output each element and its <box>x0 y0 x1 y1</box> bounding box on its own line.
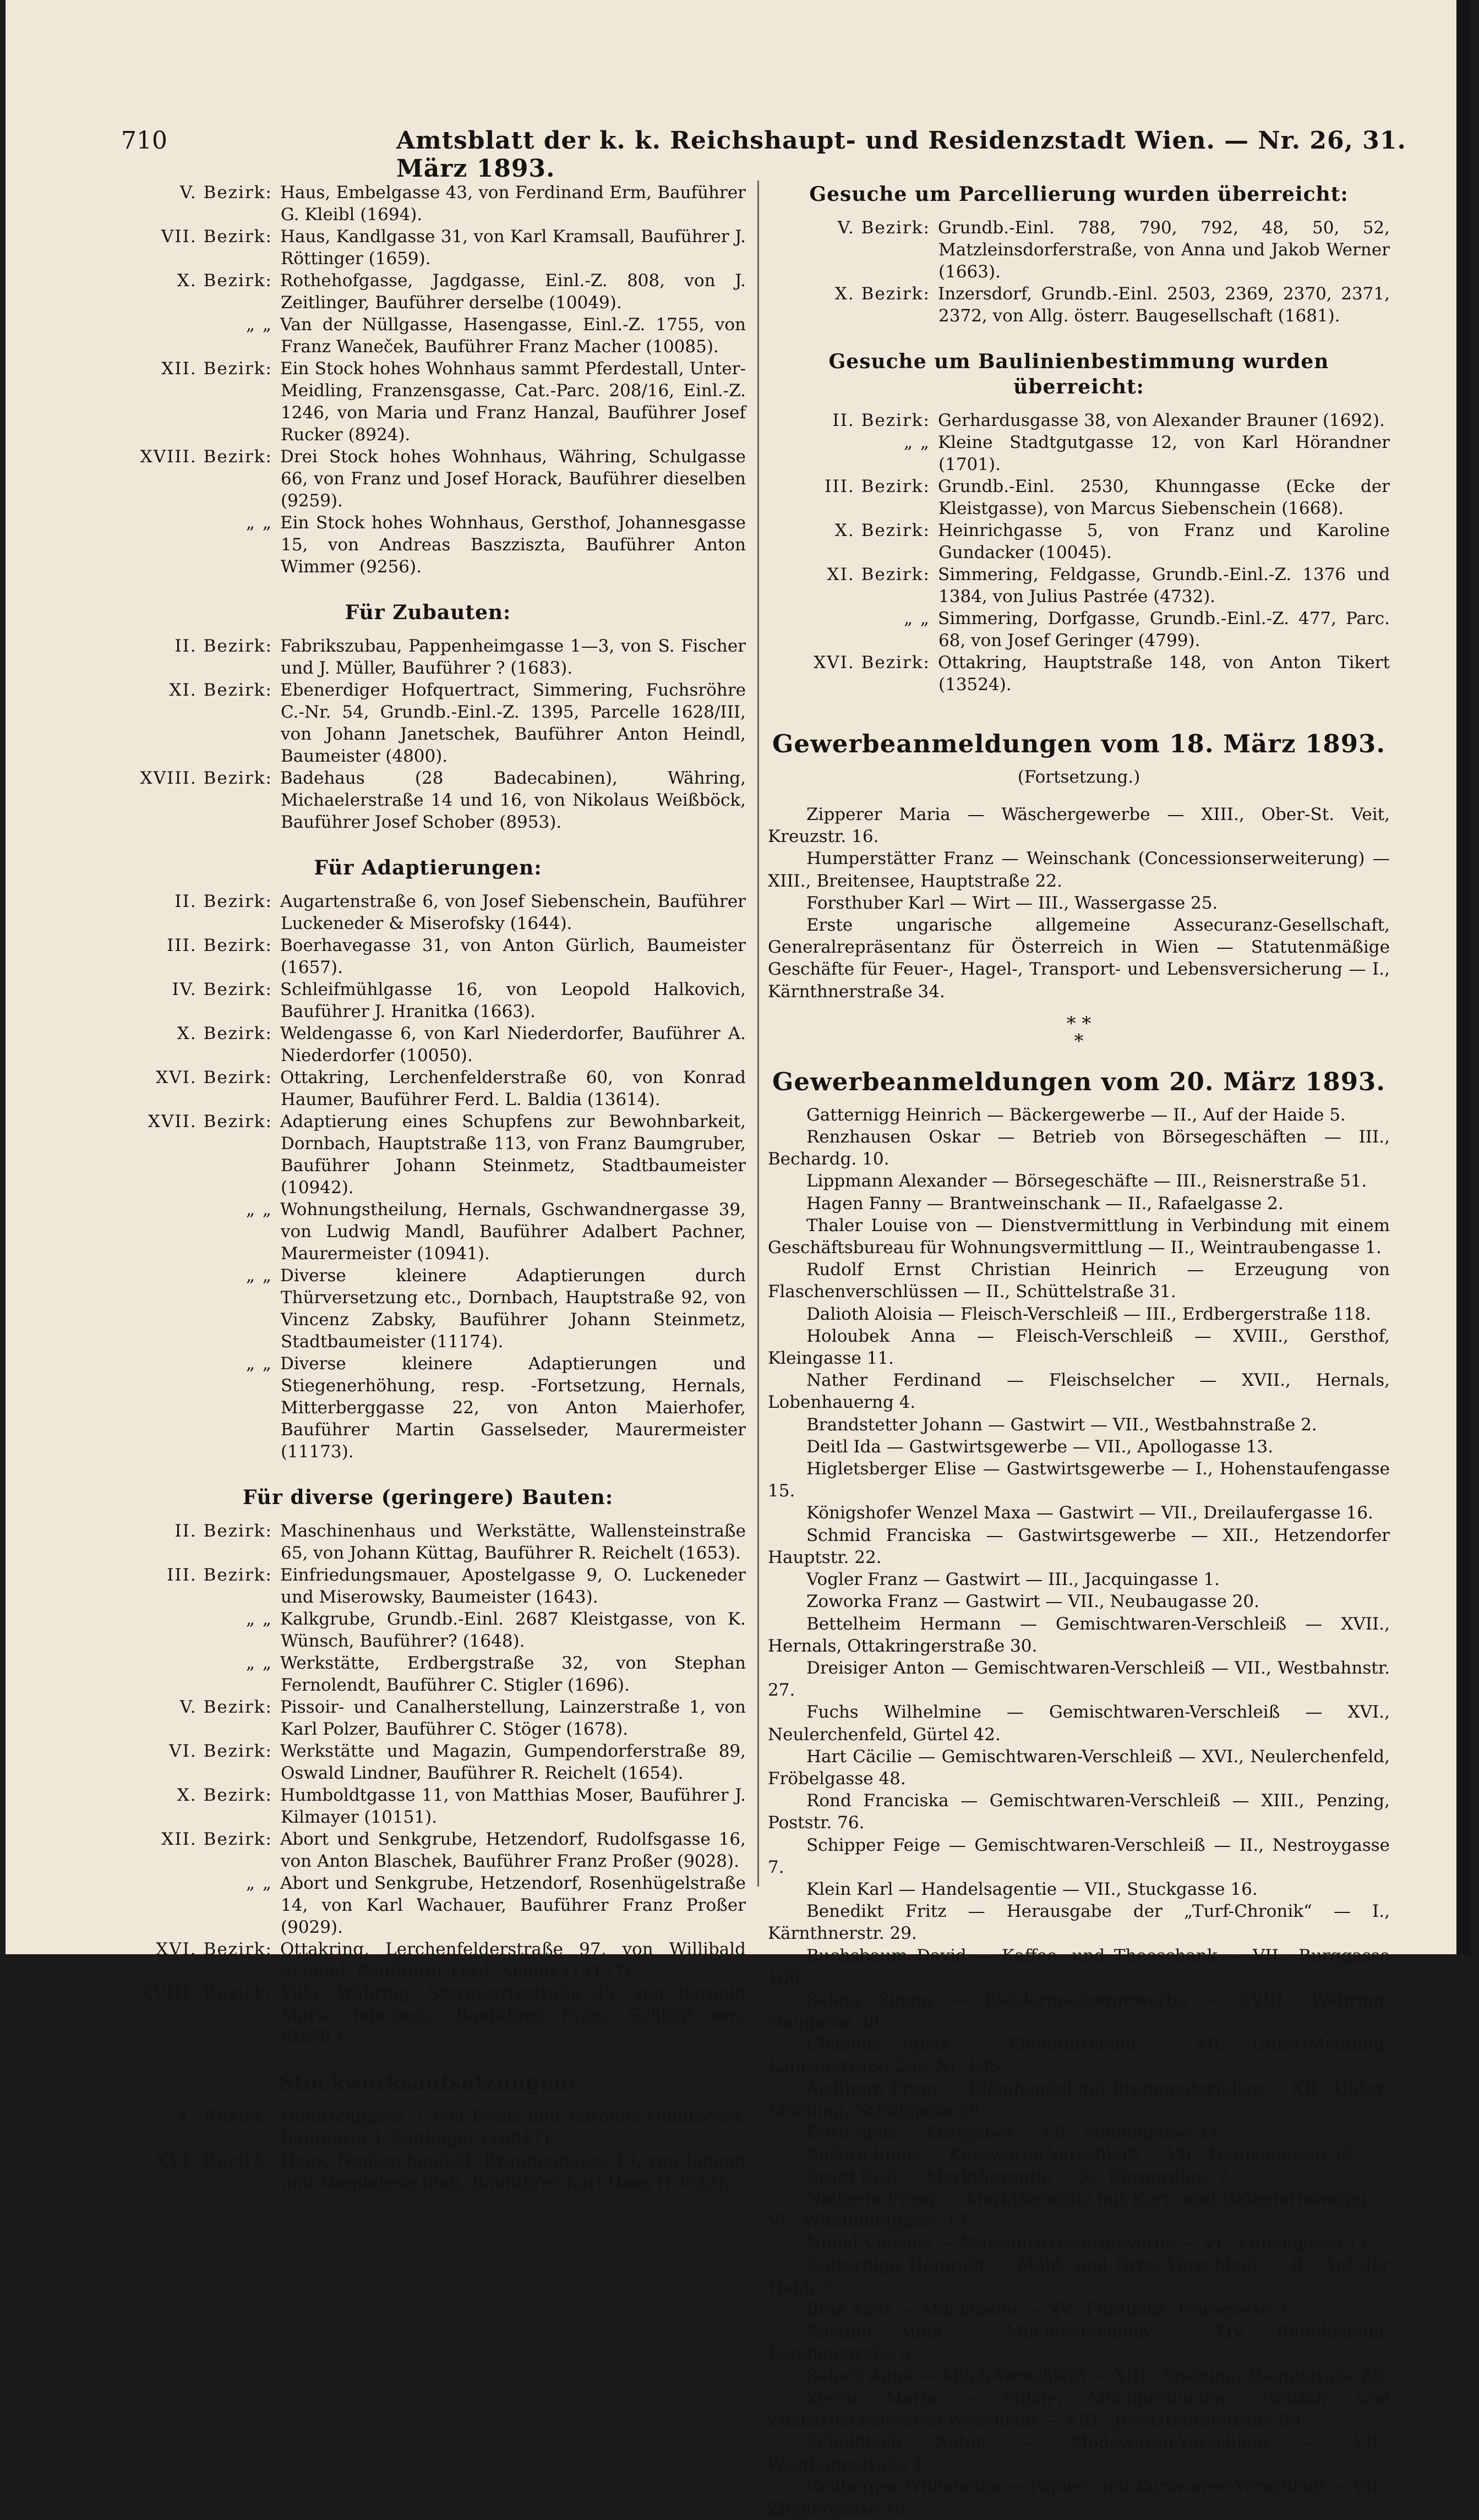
district-label: „ „ <box>246 513 272 533</box>
trade-registration-entry: Brandstetter Johann — Gastwirt — VII., Westbahnstraße 2. <box>806 1414 1317 1435</box>
entry-text: Inzersdorf, Grundb.-Einl. 2503, 2369, 2370, 2371, 2372, von Allg. österr. Baugesellschaft (1681). <box>938 284 1390 326</box>
stars-top: * * <box>1066 1012 1091 1035</box>
list-entry <box>110 1265 746 1353</box>
trade-registration-entry: Rehberger Wilhelmine — Papier- und Kurzwaren-Verschleiß — VII., Zieglergasse 16. <box>768 2477 1390 2519</box>
trade-registration-entry: Saleta Simon — Kleidermachergewerbe — XVIII., Währing, Neugasse 38. <box>768 1989 1390 2032</box>
entry-text: Ebenerdiger Hofquertract, Simmering, Fuchsröhre C.-Nr. 54, Grundb.-Einl.-Z. 1395, Parcelle 1628/III, von Johann Janetschek, Bauführer Anton Heindl, Baumeister (4800). <box>280 680 746 766</box>
list-entry <box>110 635 746 679</box>
trade-registration-entry: Deitl Ida — Gastwirtsgewerbe — VII., Apollogasse 13. <box>806 1436 1274 1457</box>
trade-registration-entry: Rudolf Ernst Christian Heinrich — Erzeugung von Flaschenverschlüssen — II., Schüttelstraße 31. <box>768 1260 1390 1302</box>
list-entry <box>110 226 746 270</box>
section-heading-stockwerksaufsetzungen: Stockwerksaufsetzungen: <box>279 2071 577 2095</box>
trade-registration-entry: Thaler Louise von — Dienstvermittlung in Verbindung mit einem Geschäftsbureau für Wohnungsvermittlung — II., Weintraubengasse 1. <box>768 1215 1390 1258</box>
district-label: III. Bezirk: <box>167 936 272 955</box>
entry-text: Villa, Währing, Sternwartestraße 45, von Baronin Marie Talacianu, Bauführer Franz Schlögl sen. (9258.) <box>280 1983 746 2047</box>
list-entry <box>768 283 1390 327</box>
trade-registration-entry: Kučera Ignaz — Kurzwaren-Verschleiß — VII., Neubaugasse 59. <box>806 2145 1358 2165</box>
zubauten-list <box>110 635 746 833</box>
entry-text: Drei Stock hohes Wohnhaus, Währing, Schulgasse 66, von Franz und Josef Horack, Bauführer dieselben (9259). <box>280 447 746 511</box>
entry-text: Diverse kleinere Adaptierungen durch Thürversetzung etc., Dornbach, Hauptstraße 92, von Vincenz Zabsky, Bauführer Johann Steinmetz, Stadtbaumeister (11174). <box>280 1266 746 1352</box>
entry-text: Abort und Senkgrube, Hetzendorf, Rudolfsgasse 16, von Anton Blaschek, Bauführer Franz Proßer (9028). <box>280 1829 746 1871</box>
separator-stars <box>768 1012 1390 1052</box>
trade-registration-entry: Zierer Maria — Milch-, Milchproducten-, Gebäck- und Zuckerbäckerwaren-Verschleiß — VIII., Josefstädterstraße 89. <box>768 2388 1390 2430</box>
list-entry <box>110 1111 746 1199</box>
district-label: XVIII. Bezirk: <box>140 1983 272 2003</box>
district-label: „ „ <box>246 1653 272 1673</box>
list-entry <box>110 358 746 446</box>
district-label: XVII. Bezirk: <box>148 1112 272 1131</box>
trade-registration-entry: Vogler Franz — Gastwirt — III., Jacquingasse 1. <box>806 1570 1220 1590</box>
entry-text: Gerhardusgasse 38, von Alexander Brauner (1692). <box>938 411 1385 430</box>
section-heading-diverse-bauten: Für diverse (geringere) Bauten: <box>242 1486 614 1509</box>
entry-text: Simmering, Dorfgasse, Grundb.-Einl.-Z. 477, Parc. 68, von Josef Geringer (4799). <box>938 609 1390 651</box>
trade-registration-entry: Bettelheim Hermann — Gemischtwaren-Verschleiß — XVII., Hernals, Ottakringerstraße 30. <box>768 1614 1390 1656</box>
trade-registration-entry: Kästner Anna — Milch-Verschleiß — XIV., Rudolfsheim, Lerchenstraße 5. <box>768 2322 1390 2364</box>
left-column <box>110 182 746 2194</box>
list-entry <box>110 512 746 578</box>
list-entry <box>110 1023 746 1067</box>
district-label: „ „ <box>246 1200 272 1220</box>
entry-text: Ottakring, Hauptstraße 148, von Anton Tikert (13524). <box>938 653 1390 695</box>
entry-text: Wohnungstheilung, Hernals, Gschwandnergasse 39, von Ludwig Mandl, Bauführer Adalbert Pachner, Maurermeister (10941). <box>280 1200 746 1264</box>
list-entry <box>768 520 1390 564</box>
trade-registration-entry: Erste ungarische allgemeine Assecuranz-Gesellschaft, Generalrepräsentanz für Österreich in Wien — Statutenmäßige Geschäfte für Feuer-, Hagel-, Transport- und Lebensversicherung — I., Kärnthnerstraße 34. <box>768 915 1390 1002</box>
trade-registration-entry: Nieberle Franz — Marktfierantie mit Kurz- und Galanteriewaren — VI., Windmühlgasse 17. <box>768 2189 1390 2231</box>
section-heading-parcellierung: Gesuche um Parcellierung wurden überreicht: <box>809 183 1349 206</box>
trade-registration-entry: Holoubek Anna — Fleisch-Verschleiß — XVIII., Gersthof, Kleingasse 11. <box>768 1326 1390 1369</box>
list-entry <box>768 652 1390 696</box>
district-label: X. Bezirk: <box>177 271 272 291</box>
diverse-bauten-list <box>110 1520 746 2048</box>
district-label: X. Bezirk: <box>834 284 930 304</box>
trade-registration-entry: Benedikt Fritz — Herausgabe der „Turf-Chronik“ — I., Kärnthnerstr. 29. <box>768 1901 1390 1944</box>
continuation-note: (Fortsetzung.) <box>1017 767 1140 787</box>
list-entry <box>110 1564 746 1608</box>
trade-registration-entry: Higletsberger Elise — Gastwirtsgewerbe — I., Hohenstaufengasse 15. <box>768 1459 1390 1501</box>
district-label: XI. Bezirk: <box>827 565 930 584</box>
district-label: VII. Bezirk: <box>161 227 272 247</box>
list-entry <box>110 1784 746 1828</box>
entry-text: Grundb.-Einl. 2530, Khunngasse (Ecke der Kleistgasse), von Marcus Siebenschein (1668). <box>938 477 1390 518</box>
trade-registration-entry: Brodt Resi — Marktfierantie — X., Bürgerplatz 7. <box>806 2167 1234 2187</box>
entry-text: Van der Nüllgasse, Hasengasse, Einl.-Z. 1755, von Franz Waneček, Bauführer Franz Macher (10085). <box>280 315 746 357</box>
list-entry <box>768 431 1390 475</box>
stars-bottom: * <box>1074 1030 1084 1052</box>
entry-text: Ein Stock hohes Wohnhaus sammt Pferdestall, Unter-Meidling, Franzensgasse, Cat.-Parc. 208/16, Einl.-Z. 1246, von Maria und Franz Hanzal, Bauführer Josef Rucker (8924). <box>280 359 746 445</box>
trade-registration-entry: Fuchs Wilhelmine — Gemischtwaren-Verschleiß — XVI., Neulerchenfeld, Gürtel 42. <box>768 1702 1390 1745</box>
entry-text: Haus, Kandlgasse 31, von Karl Kramsall, Bauführer J. Röttinger (1659). <box>280 227 746 269</box>
list-entry <box>110 1740 746 1784</box>
district-label: III. Bezirk: <box>167 1565 272 1585</box>
list-entry <box>768 608 1390 652</box>
trade-registration-entry: Königshofer Wenzel Maxa — Gastwirt — VII., Dreilaufergasse 16. <box>806 1503 1373 1523</box>
trade-registration-entry: Renzhausen Oskar — Betrieb von Börsegeschäften — III., Bechardg. 10. <box>768 1127 1390 1169</box>
list-entry <box>110 934 746 979</box>
scan-edge <box>1456 0 1470 1954</box>
trade-registration-entry: Dorn Alois — Kostgeber — VII., Seidengasse 24. <box>806 2123 1224 2143</box>
gewerbe-20-list <box>768 1104 1390 2520</box>
district-label: VI. Bezirk: <box>169 1741 272 1761</box>
entry-text: Ottakring, Lerchenfelderstraße 60, von Konrad Haumer, Bauführer Ferd. L. Baldia (13614). <box>280 1068 746 1109</box>
district-label: II. Bezirk: <box>174 636 272 656</box>
list-entry <box>110 314 746 358</box>
trade-registration-entry: Forsthuber Karl — Wirt — III., Wassergasse 25. <box>806 893 1218 913</box>
trade-registration-entry: Buchsbaum David — Kaffee- und Theeschank — VII., Burggasse 106. <box>768 1945 1390 1988</box>
section-heading-baulinien: Gesuche um Baulinienbestimmung wurden überreicht: <box>828 350 1329 398</box>
list-entry <box>110 679 746 767</box>
entry-text: Haus, Neulerchenfeld, Brunnengasse 43, von Johann und Magdalena Rieß, Bauführer Karl Haas (13522). <box>280 2151 746 2193</box>
entry-text: Heinrichgasse 5, von Franz und Karoline Gundacker, Bauführer J. Zeitlinger (10047). <box>280 2107 746 2149</box>
entry-text: Badehaus (28 Badecabinen), Währing, Michaelerstraße 14 und 16, von Nikolaus Weißböck, Bauführer Josef Schober (8953). <box>280 768 746 832</box>
entry-text: Rothehofgasse, Jagdgasse, Einl.-Z. 808, von J. Zeitlinger, Bauführer derselbe (10049). <box>280 271 746 313</box>
district-label: XVI. Bezirk: <box>156 1068 272 1087</box>
building-permits-list <box>110 182 746 578</box>
list-entry <box>768 564 1390 608</box>
entry-text: Ein Stock hohes Wohnhaus, Gersthof, Johannesgasse 15, von Andreas Baszziszta, Bauführer Anton Wimmer (9256). <box>280 513 746 577</box>
parcellierung-list <box>768 217 1390 327</box>
district-label: XVI. Bezirk: <box>156 2151 272 2171</box>
entry-text: Augartenstraße 6, von Josef Siebenschein, Bauführer Luckeneder & Miserofsky (1644). <box>280 892 746 933</box>
district-label: XVIII. Bezirk: <box>140 768 272 788</box>
district-label: XVI. Bezirk: <box>814 653 930 673</box>
district-label: II. Bezirk: <box>832 411 930 430</box>
district-label: IV. Bezirk: <box>172 980 272 999</box>
trade-registration-entry: Gatternigg Heinrich — Bäckergewerbe — II., Auf der Haide 5. <box>806 1105 1346 1125</box>
list-entry <box>110 1982 746 2048</box>
entry-text: Haus, Embelgasse 43, von Ferdinand Erm, Bauführer G. Kleibl (1694). <box>280 183 746 225</box>
trade-registration-entry: Dalioth Aloisia — Fleisch-Verschleiß — III., Erdbergerstraße 118. <box>806 1304 1371 1324</box>
adaptierungen-list <box>110 890 746 1463</box>
trade-registration-entry: Zoworka Franz — Gastwirt — VII., Neubaugasse 20. <box>806 1592 1260 1612</box>
entry-text: Pissoir- und Canalherstellung, Lainzerstraße 1, von Karl Polzer, Bauführer C. Stöger (1678). <box>280 1697 746 1739</box>
trade-registration-entry: Gatternigg Heinrich — Mehl- und Gries-Verschleiß — II., Auf der Haide 5. <box>768 2255 1390 2298</box>
entry-text: Ottakring, Lerchenfelderstraße 97, von Willibald Schmid, Bauführer Ferd. Scholz (13127). <box>280 1939 746 1981</box>
trade-registration-entry: Dreisiger Anton — Gemischtwaren-Verschleiß — VII., Westbahnstr. 27. <box>768 1658 1390 1701</box>
baulinien-list <box>768 409 1390 696</box>
entry-text: Kalkgrube, Grundb.-Einl. 2687 Kleistgasse, von K. Wünsch, Bauführer? (1648). <box>280 1609 746 1651</box>
trade-registration-entry: Humperstätter Franz — Weinschank (Concessionserweiterung) — XIII., Breitensee, Hauptstraße 22. <box>768 849 1390 891</box>
district-label: „ „ <box>246 1609 272 1629</box>
section-title-gewerbe-20-maerz: Gewerbeanmeldungen vom 20. März 1893. <box>772 1067 1386 1096</box>
list-entry <box>110 767 746 833</box>
section-heading-adaptierungen: Für Adaptierungen: <box>314 856 542 879</box>
list-entry <box>110 270 746 314</box>
entry-text: Einfriedungsmauer, Apostelgasse 9, O. Luckeneder und Miserowsky, Baumeister (1643). <box>280 1565 746 1607</box>
entry-text: Weldengasse 6, von Karl Niederdorfer, Bauführer A. Niederdorfer (10050). <box>280 1024 746 1065</box>
entry-text: Simmering, Feldgasse, Grundb.-Einl.-Z. 1376 und 1384, von Julius Pastrée (4732). <box>938 565 1390 606</box>
district-label: V. Bezirk: <box>179 183 272 203</box>
list-entry <box>110 1828 746 1872</box>
running-header <box>6 127 1470 183</box>
trade-registration-entry: Schollitsch Anton — Modewaren-Verschleiß — VII., Westbahnstraße 1. <box>768 2432 1390 2475</box>
district-label: X. Bezirk: <box>177 2107 272 2127</box>
stockwerksaufsetzungen-list <box>110 2106 746 2194</box>
entry-text: Diverse kleinere Adaptierungen und Stiegenerhöhung, resp. -Fortsetzung, Hernals, Mitterberggasse 22, von Anton Maierhofer, Bauführer Martin Gasselseder, Maurermeister (11173). <box>280 1354 746 1462</box>
trade-registration-entry: Hart Cäcilie — Gemischtwaren-Verschleiß — XVI., Neulerchenfeld, Fröbelgasse 48. <box>768 1746 1390 1789</box>
list-entry <box>110 2106 746 2150</box>
list-entry <box>110 446 746 512</box>
entry-text: Adaptierung eines Schupfens zur Bewohnbarkeit, Dornbach, Hauptstraße 113, von Franz Baumgruber, Bauführer Johann Steinmetz, Stadtbaumeister (10942). <box>280 1112 746 1198</box>
gewerbe-18-list <box>768 803 1390 1003</box>
entry-text: Werkstätte und Magazin, Gumpendorferstraße 89, Oswald Lindner, Bauführer R. Reichelt (1654). <box>280 1741 746 1783</box>
district-label: „ „ <box>904 433 930 452</box>
entry-text: Humboldtgasse 11, von Matthias Moser, Bauführer J. Kilmayer (10151). <box>280 1785 746 1827</box>
district-label: X. Bezirk: <box>834 521 930 540</box>
list-entry <box>768 475 1390 520</box>
district-label: XII. Bezirk: <box>161 359 272 379</box>
trade-registration-entry: Schmid Franciska — Gastwirtsgewerbe — XII., Hetzendorfer Hauptstr. 22. <box>768 1525 1390 1567</box>
list-entry <box>110 1067 746 1111</box>
list-entry <box>768 217 1390 283</box>
district-label: X. Bezirk: <box>177 1024 272 1043</box>
trade-registration-entry: Clemenz Ignaz — Kleinfuhrmann — XII., Unter-Meidling, Lainzerstraße Cat.-Nr. 195. <box>768 2034 1390 2076</box>
entry-text: Werkstätte, Erdbergstraße 32, von Stephan Fernolendt, Bauführer C. Stigler (1696). <box>280 1653 746 1695</box>
entry-text: Heinrichgasse 5, von Franz und Karoline Gundacker (10045). <box>938 521 1390 562</box>
trade-registration-entry: Klein Karl — Handelsagentie — VII., Stuckgasse 16. <box>806 1879 1258 1899</box>
list-entry <box>110 1199 746 1265</box>
district-label: II. Bezirk: <box>174 892 272 911</box>
district-label: „ „ <box>904 609 930 628</box>
district-label: XI. Bezirk: <box>169 680 272 700</box>
list-entry <box>110 890 746 934</box>
section-title-gewerbe-18-maerz: Gewerbeanmeldungen vom 18. März 1893. <box>772 729 1386 758</box>
list-entry <box>110 1696 746 1740</box>
list-entry <box>110 1652 746 1696</box>
district-label: V. Bezirk: <box>179 1697 272 1717</box>
district-label: V. Bezirk: <box>837 218 930 238</box>
list-entry <box>768 409 1390 431</box>
trade-registration-entry: Nohel Vincenz — Maschinstrickergewerbe — VI., Liniengasse 11. <box>806 2233 1374 2254</box>
entry-text: Abort und Senkgrube, Hetzendorf, Rosenhügelstraße 14, von Karl Wachauer, Bauführer Franz Proßer (9029). <box>280 1873 746 1937</box>
trade-registration-entry: Lippmann Alexander — Börsegeschäfte — III., Reisnerstraße 51. <box>806 1171 1367 1191</box>
trade-registration-entry: Zipperer Maria — Wäschergewerbe — XIII., Ober-St. Veit, Kreuzstr. 16. <box>768 805 1390 847</box>
trade-registration-entry: Schipper Feige — Gemischtwaren-Verschleiß — II., Nestroygasse 7. <box>768 1835 1390 1877</box>
district-label: III. Bezirk: <box>825 477 930 496</box>
list-entry <box>110 1353 746 1463</box>
trade-registration-entry: Bina Alois — Milchmeier — XV., Fünfhaus, Friesgasse 5. <box>806 2299 1292 2320</box>
newspaper-page <box>6 0 1470 2519</box>
entry-text: Schleifmühlgasse 16, von Leopold Halkovich, Bauführer J. Hranitka (1663). <box>280 980 746 1021</box>
right-column <box>768 182 1390 2520</box>
district-label: XVIII. Bezirk: <box>140 447 272 467</box>
list-entry <box>110 1872 746 1938</box>
entry-text: Maschinenhaus und Werkstätte, Wallensteinstraße 65, von Johann Küttag, Bauführer R. Reichelt (1653). <box>280 1521 746 1563</box>
district-label: „ „ <box>246 315 272 335</box>
entry-text: Fabrikszubau, Pappenheimgasse 1—3, von S. Fischer und J. Müller, Bauführer ? (1683). <box>280 636 746 678</box>
list-entry <box>110 1520 746 1564</box>
entry-text: Boerhavegasse 31, von Anton Gürlich, Baumeister (1657). <box>280 936 746 977</box>
trade-registration-entry: Rond Franciska — Gemischtwaren-Verschleiß — XIII., Penzing, Poststr. 76. <box>768 1791 1390 1833</box>
list-entry <box>110 1938 746 1982</box>
list-entry <box>110 1608 746 1652</box>
list-entry <box>110 979 746 1023</box>
trade-registration-entry: Nather Ferdinand — Fleischselcher — XVII., Hernals, Lobenhauerng 4. <box>768 1370 1390 1413</box>
list-entry <box>110 182 746 226</box>
running-title: Amtsblatt der k. k. Reichshaupt- und Residenzstadt Wien. — Nr. 26, 31. März 1893. <box>396 127 1406 183</box>
page-number: 710 <box>121 127 167 155</box>
entry-text: Grundb.-Einl. 788, 790, 792, 48, 50, 52, Matzleinsdorferstraße, von Anna und Jakob Werner (1663). <box>938 218 1390 282</box>
district-label: XII. Bezirk: <box>161 1829 272 1849</box>
district-label: „ „ <box>246 1873 272 1893</box>
district-label: X. Bezirk: <box>177 1785 272 1805</box>
district-label: II. Bezirk: <box>174 1521 272 1541</box>
list-entry <box>110 2150 746 2194</box>
district-label: „ „ <box>246 1354 272 1374</box>
district-label: XVI. Bezirk: <box>156 1939 272 1959</box>
section-heading-zubauten: Für Zubauten: <box>345 601 511 624</box>
entry-text: Kleine Stadtgutgasse 12, von Karl Hörandner (1701). <box>938 433 1390 474</box>
trade-registration-entry: Hagen Fanny — Brantweinschank — II., Rafaelgasse 2. <box>806 1193 1284 1213</box>
district-label: „ „ <box>246 1266 272 1286</box>
trade-registration-entry: Aichhorn Franz — Kleinhandel mit Brennmaterialien — XII., Unter-Meidling, Schulgasse 38. <box>768 2078 1390 2120</box>
column-rule <box>757 181 759 1887</box>
trade-registration-entry: Selack Anna — Milch-Verschleiß — XIII., Speising, Hauptstraße 89. <box>806 2366 1389 2386</box>
